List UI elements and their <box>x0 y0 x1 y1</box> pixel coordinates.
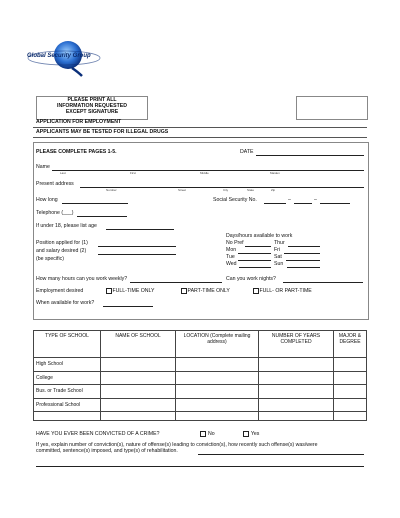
table-cell[interactable] <box>101 398 176 412</box>
when-available-field[interactable] <box>103 306 153 307</box>
table-cell[interactable] <box>259 358 334 372</box>
header-name-of-school: NAME OF SCHOOL <box>101 331 176 358</box>
crime-yes-label: Yes <box>250 431 260 438</box>
address-sub-city: City <box>223 188 229 192</box>
date-field[interactable] <box>256 155 364 156</box>
crime-question: HAVE YOU EVER BEEN CONVICTED OF A CRIME? <box>36 431 160 437</box>
crime-yes-option[interactable] <box>243 431 259 437</box>
table-cell[interactable] <box>101 385 176 399</box>
day-sat: Sat <box>274 254 282 260</box>
table-cell[interactable] <box>334 371 367 385</box>
logo-company-name: Global Security Group <box>27 53 91 59</box>
table-cell[interactable] <box>334 412 367 421</box>
table-cell[interactable] <box>101 371 176 385</box>
nights-label: Can you work nights? <box>226 276 276 282</box>
under18-label: If under 18, please list age <box>36 223 97 229</box>
education-header-row <box>34 331 367 358</box>
hours-weekly-field[interactable] <box>130 282 222 283</box>
table-cell[interactable] <box>259 398 334 412</box>
school-type-cell: Professional School <box>34 398 101 412</box>
table-cell[interactable] <box>101 358 176 372</box>
full-time-checkbox[interactable] <box>106 288 112 294</box>
day-mon: Mon <box>226 247 237 253</box>
table-cell[interactable] <box>259 385 334 399</box>
part-time-checkbox[interactable] <box>181 288 187 294</box>
table-row <box>34 358 367 372</box>
address-label: Present address <box>36 181 74 187</box>
nights-field[interactable] <box>283 282 363 283</box>
how-long-field[interactable] <box>62 203 128 204</box>
specific-label: (be specific) <box>36 256 64 262</box>
crime-yes-checkbox[interactable] <box>243 431 249 437</box>
day-wed: Wed <box>226 261 237 267</box>
ssn-sep-2: – <box>314 197 317 203</box>
crime-explain-field-1[interactable] <box>198 454 364 455</box>
mon-field[interactable] <box>238 253 271 254</box>
print-notice-line3: EXCEPT SIGNATURE <box>65 109 119 115</box>
drug-notice: APPLICANTS MAY BE TESTED FOR ILLEGAL DRUGS <box>36 129 169 135</box>
telephone-label: Telephone (___) <box>36 210 74 216</box>
salary-field[interactable] <box>98 254 176 255</box>
school-type-cell: High School <box>34 358 101 372</box>
address-sub-state: State <box>247 188 255 192</box>
day-no-pref: No Pref <box>226 240 244 246</box>
ssn-label: Social Security No. <box>213 197 257 203</box>
crime-no-checkbox[interactable] <box>200 431 206 437</box>
form-title: APPLICATION FOR EMPLOYMENT <box>36 119 122 125</box>
part-time-option[interactable] <box>181 288 230 294</box>
day-fri: Fri <box>274 247 281 253</box>
name-sub-middle: Middle <box>200 171 209 175</box>
table-cell[interactable] <box>259 412 334 421</box>
table-cell[interactable] <box>334 398 367 412</box>
table-cell[interactable] <box>334 385 367 399</box>
company-logo <box>22 38 107 78</box>
address-sub-number: Number <box>106 188 117 192</box>
table-cell[interactable] <box>176 412 259 421</box>
print-notice-line2: INFORMATION REQUESTED <box>57 103 127 109</box>
ssn-field-2[interactable] <box>294 203 312 204</box>
position-field[interactable] <box>98 246 176 247</box>
crime-explain-line1: If yes, explain number of conviction(s), nature of offense(s) leading to conviction(s), how recently such offense(s) was/were <box>36 442 318 448</box>
full-time-label: FULL-TIME ONLY <box>112 288 155 295</box>
header-years-completed: NUMBER OF YEARS COMPLETED <box>259 331 334 358</box>
sat-field[interactable] <box>286 260 320 261</box>
day-sun: Sun <box>274 261 284 267</box>
full-time-option[interactable] <box>106 288 155 294</box>
print-notice-line1: PLEASE PRINT ALL <box>67 97 117 103</box>
sun-field[interactable] <box>287 267 320 268</box>
name-label: Name <box>36 164 50 170</box>
crime-no-label: No <box>207 431 215 438</box>
no-pref-field[interactable] <box>245 246 271 247</box>
thur-field[interactable] <box>288 246 320 247</box>
name-sub-maiden: Maiden <box>270 171 280 175</box>
school-type-cell: Bus. or Trade School <box>34 385 101 399</box>
table-cell[interactable] <box>176 371 259 385</box>
when-available-label: When available for work? <box>36 300 95 306</box>
date-label: DATE <box>240 149 254 155</box>
divider <box>33 137 367 138</box>
position-label: Position applied for (1) <box>36 240 88 246</box>
full-or-part-checkbox[interactable] <box>253 288 259 294</box>
complete-pages-label: PLEASE COMPLETE PAGES 1-5. <box>36 149 117 155</box>
office-use-box <box>296 96 368 120</box>
table-row <box>34 385 367 399</box>
address-sub-street: Street <box>178 188 187 192</box>
table-cell[interactable] <box>176 398 259 412</box>
school-type-cell: College <box>34 371 101 385</box>
full-or-part-option[interactable] <box>253 288 312 294</box>
tue-field[interactable] <box>238 260 271 261</box>
header-type-of-school: TYPE OF SCHOOL <box>34 331 101 358</box>
name-sub-first: First <box>130 171 136 175</box>
ssn-field-3[interactable] <box>320 203 350 204</box>
hours-weekly-label: How many hours can you work weekly? <box>36 276 128 282</box>
fri-field[interactable] <box>284 253 320 254</box>
crime-explain-line2: committed, sentence(s) imposed, and type(s) of rehabilitation. <box>36 448 178 454</box>
telephone-field[interactable] <box>77 216 127 217</box>
table-cell[interactable] <box>334 358 367 372</box>
wed-field[interactable] <box>239 267 271 268</box>
table-cell[interactable] <box>176 385 259 399</box>
table-cell[interactable] <box>259 371 334 385</box>
full-or-part-label: FULL- OR PART-TIME <box>259 288 312 295</box>
crime-explain-field-2[interactable] <box>36 466 364 467</box>
ssn-sep-1: – <box>288 197 291 203</box>
header-location: LOCATION (Complete mailing address) <box>176 331 259 358</box>
name-sub-last: Last <box>60 171 66 175</box>
employment-desired-label: Employment desired <box>36 288 84 294</box>
address-sub-zip: Zip <box>271 188 276 192</box>
ssn-field-1[interactable] <box>264 203 286 204</box>
days-title: Days/hours available to work <box>226 233 293 239</box>
school-type-cell <box>34 412 101 421</box>
how-long-label: How long <box>36 197 58 203</box>
education-table <box>33 330 367 421</box>
crime-no-option[interactable] <box>200 431 215 437</box>
salary-label: and salary desired (2) <box>36 248 87 254</box>
day-tue: Tue <box>226 254 235 260</box>
part-time-label: PART-TIME ONLY <box>187 288 230 295</box>
under18-field[interactable] <box>106 229 174 230</box>
header-major-degree: MAJOR & DEGREE <box>334 331 367 358</box>
table-row <box>34 398 367 412</box>
table-row <box>34 412 367 421</box>
table-cell[interactable] <box>176 358 259 372</box>
day-thur: Thur <box>274 240 285 246</box>
table-cell[interactable] <box>101 412 176 421</box>
table-row <box>34 371 367 385</box>
address-field[interactable] <box>80 187 364 188</box>
divider <box>33 127 367 128</box>
